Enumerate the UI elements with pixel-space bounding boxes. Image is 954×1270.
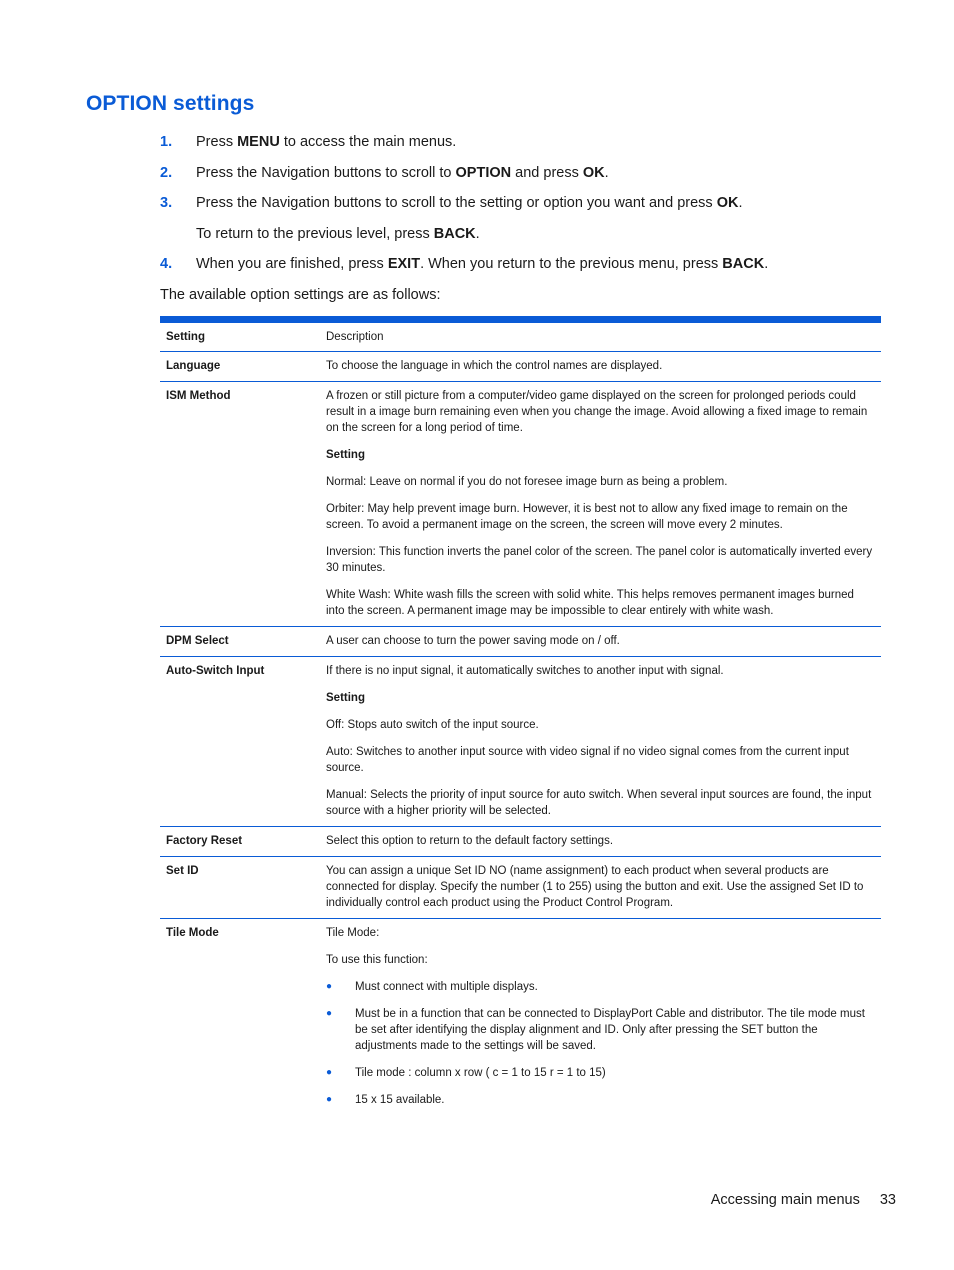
step-3-note: To return to the previous level, press BACK.: [196, 225, 480, 242]
setting-name: DPM Select: [166, 635, 229, 647]
setting-description: Select this option to return to the default factory settings.: [326, 835, 614, 847]
setting-description: To choose the language in which the control names are displayed.: [326, 360, 663, 372]
section-heading: OPTION settings: [86, 92, 255, 115]
step-number: 4.: [160, 256, 173, 272]
header-setting: Setting: [166, 331, 205, 343]
setting-name: Tile Mode: [166, 927, 219, 939]
step-4: 4. When you are finished, press EXIT. When you return to the previous menu, press BACK.: [160, 256, 769, 272]
bullet-icon: ●: [326, 981, 333, 992]
header-description: Description: [326, 331, 384, 343]
setting-name: Factory Reset: [166, 835, 243, 847]
setting-name: Set ID: [166, 865, 199, 877]
steps-list: [160, 132, 880, 285]
setting-description: A frozen or still picture from a computer/video game displayed on the screen for prolonged periods could result in a image burn remaining even when you change the image. Avoid allowing a fixed image to remain on the screen for a long period of time. Setting Normal: Leave on normal if you do not foresee image burn as being a problem. Orbiter: May help prevent image burn. However, it is best not to allow any fixed image to remain on the screen. To avoid a permanent image on the screen, the screen will move every 2 minutes. Inversion: This function inverts the panel color of the screen. The panel color is automatically inverted every 30 minutes. White Wash: White wash fills the screen with solid white. This helps removes permanent images burned into the screen. A permanent image may be impossible to clear entirely with white wash.: [326, 388, 881, 619]
table-row-dpm-select: [160, 627, 881, 657]
step-number: 3.: [160, 195, 173, 211]
step-number: 1.: [160, 134, 173, 150]
table-row-ism-method: [160, 382, 881, 627]
step-number: 2.: [160, 164, 173, 181]
step-2: 2. Press the Navigation buttons to scroll to OPTION and press OK.: [160, 164, 609, 181]
list-item: ● 15 x 15 available.: [326, 1094, 445, 1106]
setting-name: Language: [166, 360, 221, 372]
table-row-auto-switch: [160, 657, 881, 827]
table-header-row: [160, 323, 881, 352]
setting-name: ISM Method: [166, 390, 231, 402]
option-settings-table: [160, 316, 881, 1115]
footer-section-title: Accessing main menus: [710, 1192, 860, 1208]
step-3: 3. Press the Navigation buttons to scroll to the setting or option you want and press OK.: [160, 195, 743, 211]
list-item: ● Must be in a function that can be connected to DisplayPort Cable and distributor. The tile mode must be set after identifying the display alignment and ID. Only after pressing the SET button the adjustments made to the settings will be saved.: [326, 1008, 865, 1052]
setting-description: A user can choose to turn the power saving mode on / off.: [326, 635, 620, 647]
table-top-bar: [160, 316, 881, 323]
setting-description: You can assign a unique Set ID NO (name assignment) to each product when several products are connected for display. Specify the number (1 to 255) using the button and exit. Use the assigned Set ID to individually control each product using the Product Control Program.: [326, 865, 864, 909]
table-row-language: [160, 352, 881, 382]
list-item: ● Must connect with multiple displays.: [326, 981, 538, 993]
setting-subheading: Setting: [326, 449, 365, 461]
table-row-set-id: [160, 857, 881, 919]
step-1: 1. Press MENU to access the main menus.: [160, 134, 457, 150]
setting-description: Tile Mode: To use this function: ● Must connect with multiple displays. ● Must be in a function that can be connected to DisplayPort Cable and distributor. The tile mode must be set after identifying the display alignment and ID. Only after pressing the SET button the adjustments made to the settings will be saved. ● Tile mode : column x row ( c = 1 to 15 r = 1 to 15) ● 15 x 15 available.: [326, 925, 881, 1108]
bullet-icon: ●: [326, 1067, 333, 1078]
setting-subheading: Setting: [326, 692, 365, 704]
setting-description: If there is no input signal, it automatically switches to another input with signal. Setting Off: Stops auto switch of the input source. Auto: Switches to another input source with video signal if no video signal comes from the current input source. Manual: Selects the priority of input source for auto switch. When several input sources are found, the input source with a higher priority will be selected.: [326, 663, 881, 819]
list-item: ● Tile mode : column x row ( c = 1 to 15 r = 1 to 15): [326, 1067, 606, 1079]
intro-text: The available option settings are as follows:: [160, 287, 441, 303]
bullet-icon: ●: [326, 1094, 333, 1105]
table-row-factory-reset: [160, 827, 881, 857]
bullet-icon: ●: [326, 1008, 333, 1019]
page-footer: [711, 1192, 896, 1208]
setting-name: Auto-Switch Input: [166, 665, 265, 677]
table-row-tile-mode: [160, 919, 881, 1115]
page-number: 33: [879, 1192, 896, 1208]
